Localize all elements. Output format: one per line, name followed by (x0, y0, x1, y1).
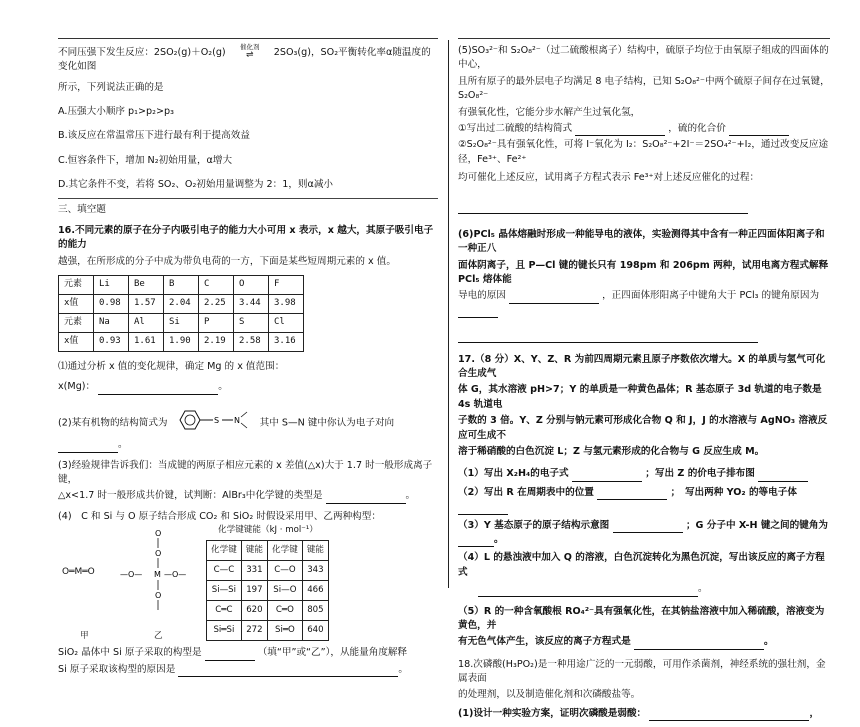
svg-text:S: S (213, 415, 219, 425)
r5-stem-1: (5)SO₃²⁻和 S₂O₈²⁻（过二硫酸根离子）结构中，硫原子均位于由氧原子组成的四面体的中心， (458, 45, 829, 71)
svg-text:—O—: —O— (164, 570, 187, 580)
q17-stem-1: 17.（8 分）X、Y、Z、R 为前四周期元素且原子序数依次增大。X 的单质与氢气可化合生成气 (458, 353, 826, 380)
table-cell: P (199, 314, 234, 333)
right-column: (5)SO₃²⁻和 S₂O₈²⁻（过二硫酸根离子）结构中，硫原子均位于由氧原子组成的四面体的中心， 且所有原子的最外层电子均满足 8 电子结构，已知 S₂O₈²⁻中两个硫原子间存在过氧键，S₂O₈²⁻ 有强氧化性，它能分步水解产生过氧化氢， ①写出过二硫酸的结构简式 ，硫的化合价 ②S₂O₈²⁻具有强氧化性，可将 I⁻氧化为 I₂：S₂O₈²⁻+2I⁻＝2SO₄²⁻+I₂，通过改变反应途径，Fe³⁺、Fe²⁺ 均可催化上述反应，试用离子方程式表示 Fe³⁺对上述反应催化的过程： (6)PCl₅ 晶体熔融时形成一种能导电的液体，实验测得其中含有一种正四面体阳离子和一种正八 面体阴离子，且 P—Cl 键的键长只有 198pm 和 206pm 两种，试用电离方程式解释 PCl₅ 熔体能 导电的原因 ，正四面体形阳离子中键角大于 PCl₃ 的键角原因为 17.（8 分）X、Y、Z、R 为前四周期元素且原子序数依次增大。X 的单质与氢气可化合生成气 体 G，其水溶液 pH>7；Y 的单质是一种黄色晶体；R 基态原子 3d 轨道的电子数是 4s 轨道电 子数的 3 倍。Y、Z 分别与钠元素可形成化合物 Q 和 J，J 的水溶液与 AgNO₃ 溶液反应可生成不 溶于稀硝酸的白色沉淀 L；Z 与氢元素形成的化合物与 G 反应生成 M。 （1）写出 X₂H₄的电子式 ；写出 Z 的价电子排布图 （2）写出 R 在周期表中的位置 ； 写出两种 YO₂ 的等电子体 （3）Y 基态原子的原子结构示意图 ；G 分子中 X-H 键之间的键角为 。 （4）L 的悬浊液中加入 Q 的溶液，白色沉淀转化为黑色沉淀，写出该反应的离子方程式 。 （5）R 的一种含氧酸根 RO₄²⁻具有强氧化性，在其钠盐溶液中加入稀硫酸，溶液变为黄色，并 有无色气体产生，该反应的离子方程式是 。 18.次磷酸(H₃PO₂)是一种用途广泛的一元弱酸，可用作杀菌剂，神经系统的强壮剂，金属表面 的处理剂，以及制造催化剂和次磷酸盐等。 (1)设计一种实验方案，证明次磷酸是弱酸： ， (458, 38, 830, 727)
section-rule (58, 198, 438, 199)
column-divider (448, 40, 449, 588)
bond-energy-title: 化学键键能（kJ · mol⁻¹） (218, 525, 318, 536)
q17-sub1-blank1[interactable] (572, 471, 642, 482)
r6-blank3[interactable] (458, 332, 758, 343)
q17-sub1a: （1）写出 X₂H₄的电子式 (458, 468, 569, 480)
q16-sub3-tail: △x<1.7 时一般形成共价键，试判断：AlBr₃中化学键的类型是 (58, 490, 323, 502)
section-title: 三、填空题 (58, 204, 106, 216)
q16-sub3: (3)经验规律告诉我们：当成键的两原子相应元素的 x 差值(△x)大于 1.7 时一般形成离子键， (58, 459, 433, 485)
q16-sub4-c: （填“甲”或“乙”），从能量角度解释 (257, 647, 408, 659)
q16-sub4: (4) C 和 Si 与 O 原子结合形成 CO₂ 和 SiO₂ 时假设采用甲、乙两种构型： (58, 510, 381, 522)
table-row (207, 561, 329, 581)
q17-sub2b: ； 写出两种 YO₂ 的等电子体 (670, 486, 797, 498)
q16-sub4-blank2[interactable] (178, 666, 398, 677)
table-cell: Si (164, 314, 199, 333)
structure-jia-formula: O═M═O (62, 567, 95, 578)
q16-sub2: (2)某有机物的结构简式为 (58, 417, 168, 429)
q17-sub5-blank[interactable] (634, 639, 764, 650)
table-cell: 640 (302, 620, 328, 640)
label-yi: 乙 (154, 631, 163, 642)
q17-sub2a: （2）写出 R 在周期表中的位置 (458, 486, 594, 498)
r5-sub-b2: 均可催化上述反应，试用离子方程式表示 Fe³⁺对上述反应催化的过程： (458, 172, 760, 184)
r6-stem-1: (6)PCl₅ 晶体熔融时形成一种能导电的液体，实验测得其中含有一种正四面体阳离子和一种正八 (458, 228, 825, 255)
table-cell: 0.98 (94, 295, 129, 314)
q17-stem-4: 溶于稀硝酸的白色沉淀 L；Z 与氢元素形成的化合物与 G 反应生成 M。 (458, 445, 765, 457)
catalyst-arrow (229, 44, 271, 60)
table-cell: 2.58 (234, 333, 269, 352)
table-cell: 键能 (241, 541, 267, 561)
r5-sub-a2: ，硫的化合价 (668, 122, 726, 134)
table-row (59, 276, 304, 295)
structure-yi (118, 526, 198, 616)
table-cell: 1.57 (129, 295, 164, 314)
table-row (207, 580, 329, 600)
table-cell: 343 (302, 561, 328, 581)
option-c: C.恒容条件下，增加 N₂初始用量，α增大 (58, 154, 233, 166)
q17-sub2-blank1[interactable] (597, 489, 667, 500)
table-cell: Si═O (268, 620, 303, 640)
svg-text:O: O (155, 591, 162, 601)
q18-stem-2: 的处理剂，以及制造催化剂和次磷酸盐等。 (458, 689, 641, 701)
equilibrium-arrow-icon: ⇌ (245, 49, 254, 60)
svg-text:M: M (154, 570, 161, 580)
q16-sub2-blank[interactable] (58, 442, 118, 453)
q17-sub1-blank2[interactable] (758, 471, 808, 482)
table-cell: S (234, 314, 269, 333)
table-cell: 620 (241, 600, 267, 620)
q16-stem-1: 16.不同元素的原子在分子内吸引电子的能力大小可用 x 表示，x 越大，其原子吸引电子的能力 (58, 224, 434, 251)
structure-jia (62, 566, 95, 580)
table-cell: Al (129, 314, 164, 333)
table-cell: 元素 (59, 276, 94, 295)
table-cell: 1.61 (129, 333, 164, 352)
q17-sub3b: ；G 分子中 X-H 键之间的键角为 (685, 519, 829, 531)
table-cell: 0.93 (94, 333, 129, 352)
q17-sub1b: ；写出 Z 的价电子排布图 (645, 468, 755, 480)
table-row (59, 333, 304, 352)
table-cell: 3.16 (269, 333, 304, 352)
q17-sub4-blank[interactable] (478, 586, 698, 597)
table-cell: F (269, 276, 304, 295)
table-row (59, 314, 304, 333)
table-row (207, 620, 329, 640)
table-cell: 466 (302, 580, 328, 600)
r6-stem-2: 面体阴离子，且 P—Cl 键的键长只有 198pm 和 206pm 两种，试用电离方程式解释 PCl₅ 熔体能 (458, 259, 829, 286)
catalyst-label: 催化剂 (239, 43, 260, 51)
table-cell: 331 (241, 561, 267, 581)
r6-stem-3: 导电的原因 (458, 290, 506, 302)
table-cell: 2.25 (199, 295, 234, 314)
structure-and-energy-area (58, 526, 438, 644)
table-cell: O (234, 276, 269, 295)
r5-sub-a-blank2[interactable] (729, 125, 789, 136)
question-intro-part3: 所示，下列说法正确的是 (58, 81, 164, 93)
q17-sub4: （4）L 的悬浊液中加入 Q 的溶液，白色沉淀转化为黑色沉淀，写出该反应的离子方程式 (458, 552, 825, 578)
table-cell: Si—Si (207, 580, 242, 600)
svg-text:O: O (155, 529, 162, 539)
q17-sub3-blank1[interactable] (613, 522, 683, 533)
table-cell: x值 (59, 295, 94, 314)
r5-stem-2: 且所有原子的最外层电子均满足 8 电子结构，已知 S₂O₈²⁻中两个硫原子间存在过氧键，S₂O₈²⁻ (458, 75, 830, 102)
q17-sub5b: 有无色气体产生，该反应的离子方程式是 (458, 636, 631, 648)
q18-sub1: (1)设计一种实验方案，证明次磷酸是弱酸： (458, 707, 647, 719)
q16-sub1: ⑴通过分析 x 值的变化规律，确定 Mg 的 x 值范围： (58, 361, 285, 373)
table-row (207, 600, 329, 620)
q16-sub2-tail: 其中 S—N 键中你认为电子对向 (259, 417, 395, 429)
table-cell: Be (129, 276, 164, 295)
table-cell: x值 (59, 333, 94, 352)
r6-blank1[interactable] (509, 293, 599, 304)
q16-stem-2: 越强，在所形成的分子中成为带负电荷的一方，下面是某些短周期元素的 x 值。 (58, 255, 396, 267)
table-row (59, 295, 304, 314)
q18-stem-1: 18.次磷酸(H₃PO₂)是一种用途广泛的一元弱酸，可用作杀菌剂，神经系统的强壮剂，金属表面 (458, 658, 826, 685)
q17-stem-3: 子数的 3 倍。Y、Z 分别与钠元素可形成化合物 Q 和 J，J 的水溶液与 AgNO₃ 溶液反应可生成不 (458, 415, 828, 441)
q17-stem-2: 体 G，其水溶液 pH>7；Y 的单质是一种黄色晶体；R 基态原子 3d 轨道的电子数是 4s 轨道电 (458, 384, 822, 410)
q17-sub3a: （3）Y 基态原子的原子结构示意图 (458, 519, 610, 531)
option-d: D.其它条件不变，若将 SO₂、O₂初始用量调整为 2：1，则α减小 (58, 179, 334, 191)
question-intro-part1: 不同压强下发生反应：2SO₂(g)＋O₂(g) (58, 46, 226, 58)
table-cell: 1.90 (164, 333, 199, 352)
table-row (207, 541, 329, 561)
table-cell: Si═Si (207, 620, 242, 640)
q17-sub2-blank2[interactable] (458, 504, 508, 515)
svg-text:O: O (155, 549, 162, 559)
q16-sub4-b: SiO₂ 晶体中 Si 原子采取的构型是 (58, 647, 202, 659)
q18-sub1-blank[interactable] (649, 710, 809, 721)
table-cell: 2.04 (164, 295, 199, 314)
table-cell: 197 (241, 580, 267, 600)
q16-sub1-answer-label: x(Mg)： (58, 381, 96, 393)
q16-sub3-blank[interactable] (326, 493, 406, 504)
label-jia: 甲 (80, 631, 89, 642)
option-a: A.压强大小顺序 p₁>p₂>p₃ (58, 105, 174, 117)
table-cell: 3.98 (269, 295, 304, 314)
q16-sub4-d: Si 原子采取该构型的原因是 (58, 663, 176, 675)
table-cell: 3.44 (234, 295, 269, 314)
left-column: 不同压强下发生反应：2SO₂(g)＋O₂(g) 催化剂 ⇌ 2SO₃(g)，SO₂平衡转化率α随温度的变化如图 所示，下列说法正确的是 A.压强大小顺序 p₁>p₂>p₃ B.该反应在常温常压下进行最有利于提高效益 C.恒容条件下，增加 N₂初始用量，α增大 D.其它条件不变，若将 SO₂、O₂初始用量调整为 2：1，则α减小 三、填空题 16.不同元素的原子在分子内吸引电子的能力大小可用 x 表示，x 越大，其原子吸引电子的能力 越强，在所形成的分子中成为带负电荷的一方，下面是某些短周期元素的 x 值。 元素 Li Be B C O F x值 0.98 1.57 2.04 2.25 3.44 3.98 元素 Na Al Si P S Cl x值 0.93 1.61 1.90 2.19 2.58 3.16 ⑴通过分析 x 值的变化规律，确定 Mg 的 x 值范围： x(Mg)： 。 (2)某有机物的结构简式为 S N 其中 S—N 键中你认为电子对向 。 (3)经验规律告诉我们：当成键的两原子相应元素的 x 差值(△x)大于 1.7 时一般形成离子键， △x<1.7 时一般形成共价键，试判断：AlBr₃中化学键的类型是 。 (4) C 和 Si 与 O 原子结合形成 CO₂ 和 SiO₂ 时假设采用甲、乙两种构型： 化学键键能（kJ · mol⁻¹） 化学键 键能 化学键 键能 C—C 331 C—O 343 Si—Si 197 Si—O 466 C═C 620 C═O 805 Si═Si 272 Si═O 640 O═M═O O O —O— M —O— O 甲 乙 SiO₂ 晶体中 Si 原子采取的构型是 （填“甲”或“乙”），从能量角度解释 Si 原子采取该构型的原因是 。 (58, 38, 438, 683)
bond-energy-table (206, 540, 329, 640)
r5-sub-a: ①写出过二硫酸的结构简式 (458, 122, 573, 134)
r5-sub-a-blank1[interactable] (575, 125, 665, 136)
table-cell: C—O (268, 561, 303, 581)
r5-stem-3: 有强氧化性，它能分步水解产生过氧化氢， (458, 106, 641, 118)
table-cell: 元素 (59, 314, 94, 333)
table-cell: 2.19 (199, 333, 234, 352)
r5-sub-b-blank[interactable] (458, 203, 748, 214)
table-cell: Cl (269, 314, 304, 333)
table-cell: Si—O (268, 580, 303, 600)
q16-sub4-blank1[interactable] (205, 650, 255, 661)
table-cell: 键能 (302, 541, 328, 561)
table-cell: C═O (268, 600, 303, 620)
r5-sub-b: ②S₂O₈²⁻具有强氧化性，可将 I⁻氧化为 I₂：S₂O₈²⁻+2I⁻＝2SO₄²⁻+I₂，通过改变反应途径，Fe³⁺、Fe²⁺ (458, 139, 829, 165)
svg-text:N: N (233, 415, 240, 425)
table-cell: 化学键 (268, 541, 303, 561)
r6-stem-4: ，正四面体形阳离子中键角大于 PCl₃ 的键角原因为 (602, 290, 820, 302)
table-cell: C (199, 276, 234, 295)
question-intro-part2: 2SO₃(g)，SO₂平衡转化率α随温度的变化如图 (58, 46, 431, 73)
q16-sub1-blank[interactable] (98, 384, 218, 395)
table-cell: Li (94, 276, 129, 295)
table-cell: 805 (302, 600, 328, 620)
table-cell: B (164, 276, 199, 295)
table-cell: Na (94, 314, 129, 333)
structure-formula-icon (175, 407, 253, 438)
table-cell: 272 (241, 620, 267, 640)
q17-sub3-blank2[interactable] (458, 536, 494, 547)
q17-sub5: （5）R 的一种含氧酸根 RO₄²⁻具有强氧化性，在其钠盐溶液中加入稀硫酸，溶液变为黄色，并 (458, 605, 825, 631)
table-cell: C═C (207, 600, 242, 620)
electronegativity-table (58, 275, 304, 352)
option-b: B.该反应在常温常压下进行最有利于提高效益 (58, 130, 250, 142)
r6-blank2[interactable] (458, 307, 498, 318)
table-cell: C—C (207, 561, 242, 581)
table-cell: 化学键 (207, 541, 242, 561)
svg-text:—O—: —O— (120, 570, 143, 580)
